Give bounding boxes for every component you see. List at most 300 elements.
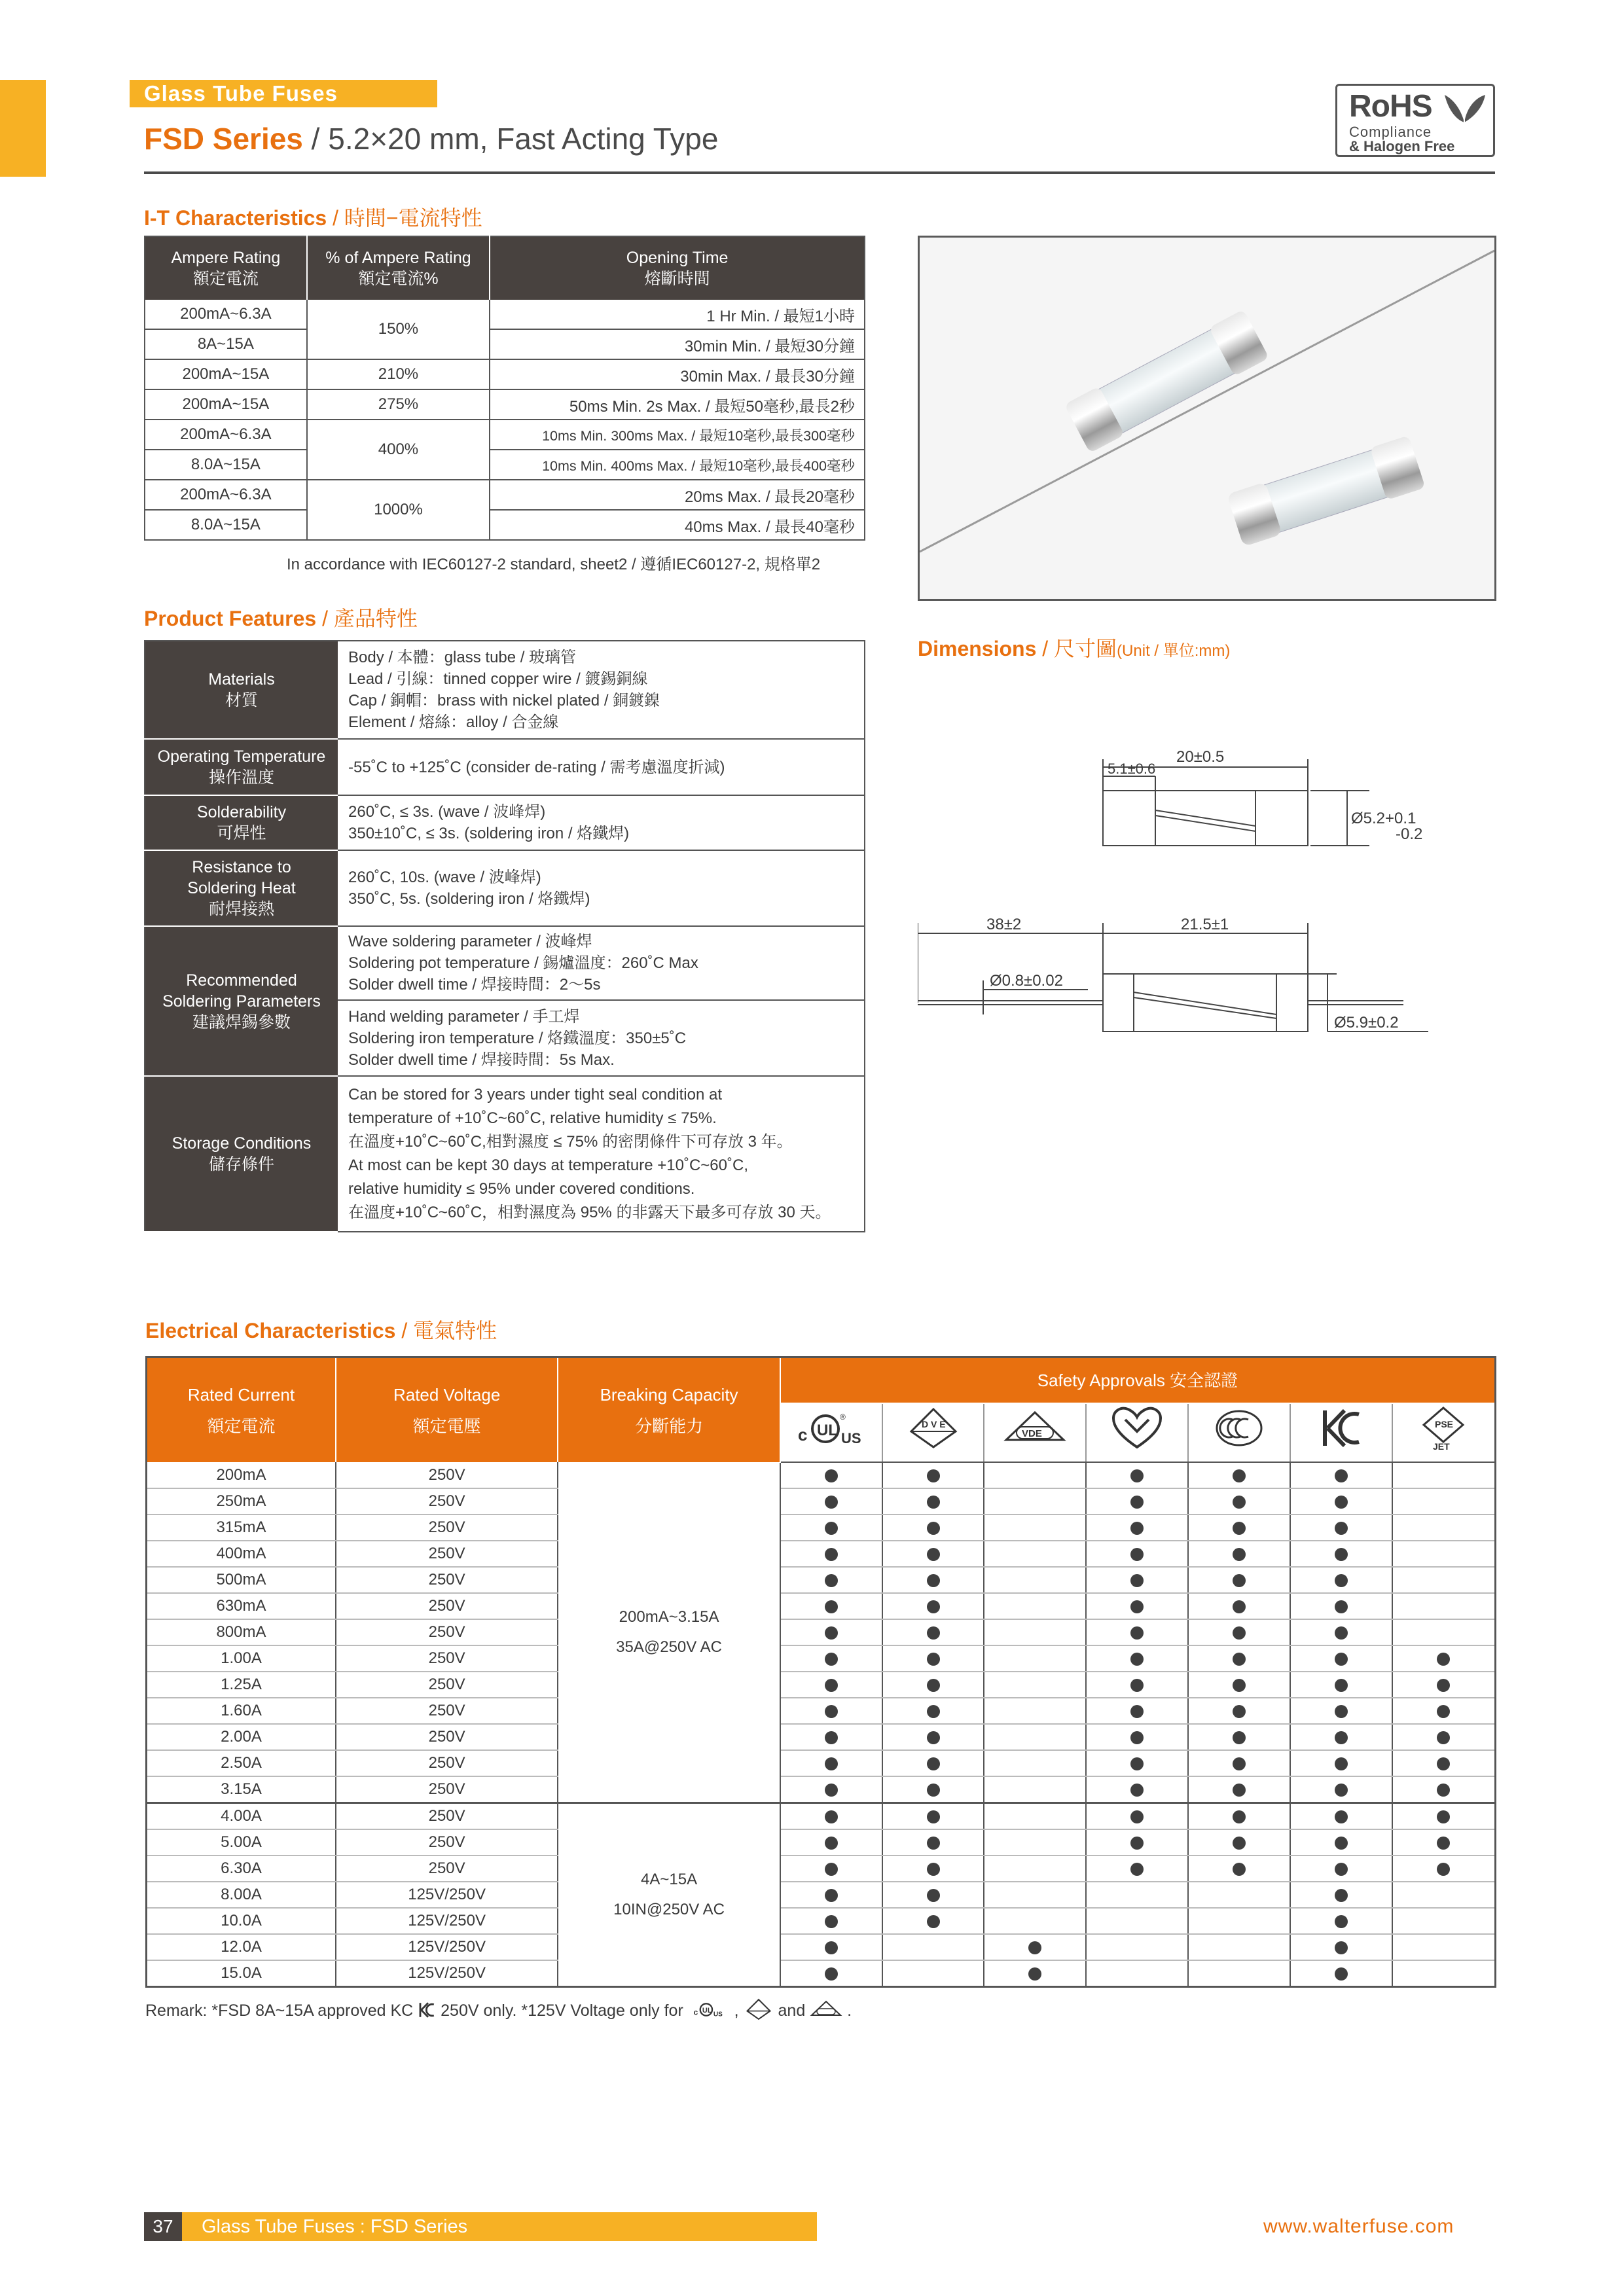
breaking-capacity-cell: 4A~15A 10IN@250V AC bbox=[558, 1803, 780, 1987]
rated-current-cell: 5.00A bbox=[147, 1829, 336, 1856]
approval-dot-icon bbox=[1130, 1522, 1144, 1535]
approval-cell bbox=[984, 1724, 1086, 1750]
approval-cell bbox=[1086, 1515, 1188, 1541]
approval-dot-icon bbox=[927, 1810, 940, 1823]
approval-cell bbox=[984, 1462, 1086, 1488]
approval-dot-icon bbox=[1130, 1837, 1144, 1850]
approval-dot-icon bbox=[825, 1967, 838, 1981]
approval-cell bbox=[1188, 1882, 1290, 1908]
approval-dot-icon bbox=[1437, 1810, 1450, 1823]
approval-cell bbox=[882, 1515, 984, 1541]
cul-us-icon bbox=[795, 1405, 867, 1451]
approval-dot-icon bbox=[1335, 1863, 1348, 1876]
approval-dot-icon bbox=[1437, 1837, 1450, 1850]
approval-cell bbox=[1188, 1908, 1290, 1934]
approval-cell bbox=[882, 1541, 984, 1567]
category-label: Glass Tube Fuses bbox=[130, 80, 437, 107]
approval-cell bbox=[1086, 1803, 1188, 1830]
approval-dot-icon bbox=[825, 1679, 838, 1692]
cell: 200mA~15A bbox=[145, 389, 307, 420]
approval-cell bbox=[882, 1776, 984, 1803]
dim-lead-length: 38±2 bbox=[986, 916, 1022, 933]
it-title-cn: / 時間−電流特性 bbox=[327, 206, 482, 230]
approval-dot-icon bbox=[1233, 1784, 1246, 1797]
table-row bbox=[147, 1882, 1496, 1908]
approval-dot-icon bbox=[1130, 1600, 1144, 1613]
approval-cell bbox=[1086, 1645, 1188, 1672]
approval-dot-icon bbox=[1335, 1626, 1348, 1640]
table-row bbox=[147, 1908, 1496, 1934]
table-row bbox=[145, 926, 865, 1000]
rated-current-cell: 6.30A bbox=[147, 1856, 336, 1882]
approval-cell bbox=[1086, 1829, 1188, 1856]
approval-cell bbox=[882, 1908, 984, 1934]
approval-cell bbox=[984, 1882, 1086, 1908]
approval-cell bbox=[780, 1776, 882, 1803]
approval-cell bbox=[780, 1856, 882, 1882]
rated-current-cell: 10.0A bbox=[147, 1908, 336, 1934]
table-row bbox=[145, 420, 865, 450]
approval-dot-icon bbox=[927, 1915, 940, 1928]
approval-cell bbox=[1086, 1593, 1188, 1619]
approval-cell bbox=[1188, 1856, 1290, 1882]
approval-dot-icon bbox=[1437, 1863, 1450, 1876]
row-label-resistance-soldering-heat: Resistance to Soldering Heat 耐焊接熱 bbox=[145, 850, 338, 926]
approval-cell bbox=[1392, 1645, 1496, 1672]
rated-voltage-cell: 250V bbox=[336, 1856, 558, 1882]
approval-dot-icon bbox=[1130, 1784, 1144, 1797]
approval-dot-icon bbox=[927, 1626, 940, 1640]
rated-current-cell: 8.00A bbox=[147, 1882, 336, 1908]
series-description: / 5.2×20 mm, Fast Acting Type bbox=[302, 122, 719, 156]
approval-cell bbox=[780, 1619, 882, 1645]
approval-cell bbox=[1290, 1672, 1392, 1698]
table-row bbox=[147, 1829, 1496, 1856]
rated-voltage-cell: 250V bbox=[336, 1593, 558, 1619]
rated-current-cell: 2.00A bbox=[147, 1724, 336, 1750]
table-row bbox=[147, 1619, 1496, 1645]
approval-cell bbox=[1290, 1724, 1392, 1750]
approval-cell bbox=[1290, 1829, 1392, 1856]
cell: 10ms Min. 300ms Max. / 最短10毫秒,最長300毫秒 bbox=[490, 420, 865, 450]
approval-dot-icon bbox=[1437, 1705, 1450, 1718]
rated-voltage-cell: 250V bbox=[336, 1619, 558, 1645]
rated-voltage-cell: 125V/250V bbox=[336, 1882, 558, 1908]
product-photo bbox=[918, 236, 1496, 601]
approval-cell bbox=[1086, 1856, 1188, 1882]
approval-dot-icon bbox=[1335, 1522, 1348, 1535]
rated-voltage-cell: 250V bbox=[336, 1724, 558, 1750]
approval-cell bbox=[1086, 1960, 1188, 1987]
approval-cell bbox=[1290, 1803, 1392, 1830]
rated-current-cell: 315mA bbox=[147, 1515, 336, 1541]
approval-dot-icon bbox=[1437, 1653, 1450, 1666]
approval-dot-icon bbox=[1437, 1784, 1450, 1797]
rated-voltage-cell: 250V bbox=[336, 1567, 558, 1593]
approval-dot-icon bbox=[1130, 1810, 1144, 1823]
ccc-icon bbox=[1213, 1405, 1265, 1451]
rohs-badge bbox=[1335, 84, 1495, 157]
cell: 200mA~6.3A bbox=[145, 480, 307, 510]
approval-dot-icon bbox=[927, 1863, 940, 1876]
approval-cell bbox=[1188, 1724, 1290, 1750]
approval-cell bbox=[1290, 1934, 1392, 1960]
approval-cell bbox=[984, 1488, 1086, 1515]
electrical-section-title bbox=[145, 1314, 497, 1344]
rated-current-cell: 2.50A bbox=[147, 1750, 336, 1776]
approval-dot-icon bbox=[927, 1548, 940, 1561]
approval-dot-icon bbox=[1233, 1574, 1246, 1587]
cell: 8.0A~15A bbox=[145, 510, 307, 540]
row-label-recommended-soldering: Recommended Soldering Parameters 建議焊錫參數 bbox=[145, 926, 338, 1076]
approval-cell bbox=[984, 1619, 1086, 1645]
table-row bbox=[147, 1750, 1496, 1776]
approval-cell bbox=[1290, 1619, 1392, 1645]
approval-dot-icon bbox=[825, 1837, 838, 1850]
approval-dot-icon bbox=[1130, 1705, 1144, 1718]
approval-cell bbox=[1392, 1567, 1496, 1593]
rated-voltage-cell: 125V/250V bbox=[336, 1908, 558, 1934]
rated-voltage-cell: 125V/250V bbox=[336, 1960, 558, 1987]
rated-voltage-cell: 250V bbox=[336, 1541, 558, 1567]
vde-icon bbox=[810, 1999, 842, 2020]
approval-cell bbox=[780, 1829, 882, 1856]
table-row bbox=[147, 1593, 1496, 1619]
approval-dot-icon bbox=[1028, 1941, 1041, 1954]
approval-cell bbox=[882, 1750, 984, 1776]
approval-cell bbox=[780, 1724, 882, 1750]
approval-cell bbox=[1290, 1882, 1392, 1908]
approval-cell bbox=[1086, 1698, 1188, 1724]
approval-dot-icon bbox=[927, 1837, 940, 1850]
approval-cell bbox=[1188, 1593, 1290, 1619]
approval-cell bbox=[882, 1567, 984, 1593]
approval-dot-icon bbox=[1335, 1889, 1348, 1902]
table-row bbox=[147, 1776, 1496, 1803]
approval-cell bbox=[1290, 1960, 1392, 1987]
rated-current-cell: 800mA bbox=[147, 1619, 336, 1645]
cell: 40ms Max. / 最長40毫秒 bbox=[490, 510, 865, 540]
rated-voltage-cell: 250V bbox=[336, 1829, 558, 1856]
dim-diameter-tolerance: -0.2 bbox=[1396, 825, 1423, 843]
approval-cell bbox=[1290, 1593, 1392, 1619]
approval-dot-icon bbox=[1130, 1469, 1144, 1482]
approval-cell bbox=[1188, 1750, 1290, 1776]
vde-icon bbox=[1002, 1408, 1068, 1448]
approval-dot-icon bbox=[1335, 1574, 1348, 1587]
cell: 200mA~6.3A bbox=[145, 300, 307, 329]
approval-cell bbox=[780, 1541, 882, 1567]
approval-cell bbox=[1086, 1750, 1188, 1776]
header-divider bbox=[144, 171, 1495, 174]
approval-dot-icon bbox=[1335, 1967, 1348, 1981]
approval-dot-icon bbox=[825, 1600, 838, 1613]
product-features-table bbox=[144, 640, 865, 1232]
approval-cell bbox=[984, 1672, 1086, 1698]
operating-temperature-value: -55˚C to +125˚C (consider de-rating / 需考慮溫度折減) bbox=[338, 739, 865, 795]
approval-cell bbox=[1392, 1882, 1496, 1908]
rated-current-cell: 500mA bbox=[147, 1567, 336, 1593]
rated-current-cell: 3.15A bbox=[147, 1776, 336, 1803]
it-characteristics-table bbox=[144, 236, 865, 541]
svg-text:c: c bbox=[693, 2007, 698, 2017]
approval-dot-icon bbox=[1130, 1731, 1144, 1744]
approval-cell bbox=[1188, 1672, 1290, 1698]
approval-dot-icon bbox=[1130, 1863, 1144, 1876]
fuse-photo-illustration bbox=[920, 238, 1494, 599]
approval-dot-icon bbox=[1233, 1679, 1246, 1692]
cell: 50ms Min. 2s Max. / 最短50毫秒,最長2秒 bbox=[490, 389, 865, 420]
approval-cell bbox=[984, 1960, 1086, 1987]
approval-cell bbox=[882, 1462, 984, 1488]
approval-cell bbox=[882, 1645, 984, 1672]
approval-cell bbox=[1188, 1776, 1290, 1803]
approval-dot-icon bbox=[1233, 1705, 1246, 1718]
approval-dot-icon bbox=[1437, 1679, 1450, 1692]
kc-icon bbox=[1318, 1405, 1364, 1451]
approval-dot-icon bbox=[825, 1731, 838, 1744]
table-row bbox=[147, 1567, 1496, 1593]
storage-conditions-value: Can be stored for 3 years under tight seal condition at temperature of +10˚C~60˚C, relative humidity ≤ 75%. 在溫度+10˚C~60˚C,相對濕度 ≤ 75% 的密閉條件下可存放 3 年。 At most can be kept 30 days at temperature +10˚C~60˚C, relative humidity ≤ 95% under covered conditions. 在溫度+10˚C~60˚C，相對濕度為 95% 的非露天下最多可存放 30 天。 bbox=[338, 1076, 865, 1232]
approval-cell bbox=[882, 1934, 984, 1960]
approval-cell bbox=[780, 1960, 882, 1987]
approval-cell bbox=[882, 1619, 984, 1645]
cell: 150% bbox=[307, 300, 490, 359]
table-row bbox=[145, 480, 865, 510]
table-row bbox=[147, 1488, 1496, 1515]
approval-cell bbox=[1290, 1908, 1392, 1934]
approval-cell bbox=[780, 1567, 882, 1593]
table-row bbox=[147, 1803, 1496, 1830]
approval-cell bbox=[1392, 1724, 1496, 1750]
col-rated-voltage: Rated Voltage 額定電壓 bbox=[336, 1357, 558, 1463]
approval-dot-icon bbox=[1233, 1837, 1246, 1850]
dim-cap: 5.1±0.6 bbox=[1108, 761, 1156, 777]
cul-us-logo bbox=[780, 1403, 882, 1462]
approval-cell bbox=[1188, 1541, 1290, 1567]
table-row bbox=[145, 510, 865, 540]
approval-dot-icon bbox=[927, 1889, 940, 1902]
approval-cell bbox=[984, 1567, 1086, 1593]
table-row bbox=[145, 450, 865, 480]
approval-dot-icon bbox=[1335, 1548, 1348, 1561]
dve-icon bbox=[744, 1998, 774, 2021]
approval-cell bbox=[1392, 1488, 1496, 1515]
approval-dot-icon bbox=[1028, 1967, 1041, 1981]
hand-welding-value: Hand welding parameter / 手工焊 Soldering iron temperature / 烙鐵溫度：350±5˚C Solder dwell time / 焊接時間：5s Max. bbox=[338, 1000, 865, 1076]
cell: 30min Max. / 最長30分鐘 bbox=[490, 359, 865, 389]
electrical-title-en: Electrical Characteristics bbox=[145, 1319, 396, 1342]
rated-current-cell: 4.00A bbox=[147, 1803, 336, 1830]
approval-cell bbox=[1392, 1619, 1496, 1645]
approval-dot-icon bbox=[825, 1574, 838, 1587]
table-row bbox=[147, 1515, 1496, 1541]
col-safety-approvals: Safety Approvals 安全認證 bbox=[780, 1357, 1496, 1404]
approval-dot-icon bbox=[1335, 1469, 1348, 1482]
table-row bbox=[145, 359, 865, 389]
cell: 200mA~15A bbox=[145, 359, 307, 389]
col-rated-current: Rated Current 額定電流 bbox=[147, 1357, 336, 1463]
approval-cell bbox=[1290, 1567, 1392, 1593]
svg-text:US: US bbox=[713, 2011, 723, 2018]
col-ampere-rating: Ampere Rating 額定電流 bbox=[145, 236, 307, 300]
approval-dot-icon bbox=[1335, 1915, 1348, 1928]
remark-text: and bbox=[778, 2001, 810, 2020]
features-section-title bbox=[144, 602, 418, 632]
approval-dot-icon bbox=[1130, 1757, 1144, 1770]
approval-cell bbox=[1188, 1462, 1290, 1488]
rated-voltage-cell: 250V bbox=[336, 1515, 558, 1541]
table-row bbox=[147, 1645, 1496, 1672]
rated-voltage-cell: 250V bbox=[336, 1698, 558, 1724]
approval-cell bbox=[882, 1698, 984, 1724]
approval-cell bbox=[984, 1856, 1086, 1882]
approval-cell bbox=[984, 1593, 1086, 1619]
dimensions-title-cn: / 尺寸圖 bbox=[1036, 637, 1117, 660]
approval-cell bbox=[1188, 1960, 1290, 1987]
footer-url[interactable]: www.walterfuse.com bbox=[1263, 2215, 1454, 2237]
approval-cell bbox=[780, 1645, 882, 1672]
approval-cell bbox=[1392, 1908, 1496, 1934]
footer-title: Glass Tube Fuses : FSD Series bbox=[202, 2216, 468, 2237]
approval-dot-icon bbox=[927, 1574, 940, 1587]
features-title-cn: / 產品特性 bbox=[316, 607, 418, 630]
approval-dot-icon bbox=[1335, 1810, 1348, 1823]
approval-cell bbox=[984, 1645, 1086, 1672]
dimensions-section-title bbox=[918, 632, 1230, 662]
approval-dot-icon bbox=[927, 1653, 940, 1666]
approval-cell bbox=[882, 1882, 984, 1908]
table-row bbox=[147, 1698, 1496, 1724]
table-row bbox=[147, 1856, 1496, 1882]
approval-dot-icon bbox=[927, 1731, 940, 1744]
table-row bbox=[145, 329, 865, 359]
approval-cell bbox=[1392, 1776, 1496, 1803]
cell: 400% bbox=[307, 420, 490, 480]
svg-text:JET: JET bbox=[1433, 1441, 1450, 1451]
approval-cell bbox=[1290, 1515, 1392, 1541]
table-row bbox=[145, 641, 865, 739]
table-row bbox=[145, 739, 865, 795]
approval-dot-icon bbox=[825, 1548, 838, 1561]
cell: 275% bbox=[307, 389, 490, 420]
approval-cell bbox=[1290, 1645, 1392, 1672]
leaf-icon bbox=[1442, 91, 1488, 125]
approval-dot-icon bbox=[825, 1522, 838, 1535]
approval-cell bbox=[984, 1934, 1086, 1960]
ccc-heart-logo bbox=[1086, 1403, 1188, 1462]
approval-dot-icon bbox=[1233, 1810, 1246, 1823]
approval-cell bbox=[1392, 1462, 1496, 1488]
side-tab-marker bbox=[0, 80, 46, 177]
approval-cell bbox=[780, 1934, 882, 1960]
rated-current-cell: 630mA bbox=[147, 1593, 336, 1619]
approval-cell bbox=[882, 1593, 984, 1619]
pse-jet-logo bbox=[1392, 1403, 1496, 1462]
approval-cell bbox=[1290, 1856, 1392, 1882]
svg-text:PSE: PSE bbox=[1435, 1418, 1454, 1429]
approval-dot-icon bbox=[1233, 1522, 1246, 1535]
approval-cell bbox=[1188, 1515, 1290, 1541]
remark-text: Remark: *FSD 8A~15A approved KC bbox=[145, 2001, 418, 2020]
approval-cell bbox=[1392, 1593, 1496, 1619]
approval-cell bbox=[1392, 1698, 1496, 1724]
it-standard-note: In accordance with IEC60127-2 standard, sheet2 / 遵循IEC60127-2, 規格單2 bbox=[287, 556, 821, 573]
approval-cell bbox=[1086, 1776, 1188, 1803]
approval-cell bbox=[780, 1908, 882, 1934]
row-label-operating-temperature: Operating Temperature 操作溫度 bbox=[145, 739, 338, 795]
approval-cell bbox=[1290, 1698, 1392, 1724]
page-title bbox=[144, 119, 718, 158]
approval-dot-icon bbox=[1233, 1469, 1246, 1482]
table-row bbox=[145, 795, 865, 850]
rated-voltage-cell: 125V/250V bbox=[336, 1934, 558, 1960]
approval-dot-icon bbox=[1233, 1496, 1246, 1509]
approval-cell bbox=[780, 1488, 882, 1515]
approval-cell bbox=[1392, 1672, 1496, 1698]
cell: 20ms Max. / 最長20毫秒 bbox=[490, 480, 865, 510]
ccc-logo bbox=[1188, 1403, 1290, 1462]
approval-cell bbox=[1086, 1488, 1188, 1515]
approval-dot-icon bbox=[1335, 1757, 1348, 1770]
table-row bbox=[147, 1934, 1496, 1960]
approval-cell bbox=[1392, 1515, 1496, 1541]
approval-dot-icon bbox=[1130, 1653, 1144, 1666]
approval-cell bbox=[1290, 1541, 1392, 1567]
wave-soldering-value: Wave soldering parameter / 波峰焊 Soldering pot temperature / 錫爐溫度：260˚C Max Solder dwell time / 焊接時間：2～5s bbox=[338, 926, 865, 1000]
svg-text:VDE: VDE bbox=[1022, 1427, 1043, 1439]
approval-cell bbox=[1086, 1882, 1188, 1908]
approval-dot-icon bbox=[825, 1784, 838, 1797]
heart-mark-icon bbox=[1111, 1405, 1163, 1451]
cell: 210% bbox=[307, 359, 490, 389]
cul-us-icon bbox=[688, 1999, 730, 2020]
approval-cell bbox=[1086, 1462, 1188, 1488]
approval-dot-icon bbox=[1233, 1548, 1246, 1561]
approval-cell bbox=[1086, 1908, 1188, 1934]
approval-dot-icon bbox=[825, 1496, 838, 1509]
approval-cell bbox=[882, 1803, 984, 1830]
approval-cell bbox=[984, 1541, 1086, 1567]
approval-cell bbox=[984, 1803, 1086, 1830]
approval-dot-icon bbox=[927, 1600, 940, 1613]
approval-dot-icon bbox=[1130, 1496, 1144, 1509]
approval-dot-icon bbox=[1335, 1731, 1348, 1744]
rated-current-cell: 250mA bbox=[147, 1488, 336, 1515]
cell: 1000% bbox=[307, 480, 490, 540]
approval-cell bbox=[1188, 1698, 1290, 1724]
table-row bbox=[147, 1672, 1496, 1698]
row-label-storage-conditions: Storage Conditions 儲存條件 bbox=[145, 1076, 338, 1232]
approval-cell bbox=[780, 1750, 882, 1776]
row-label-materials: Materials 材質 bbox=[145, 641, 338, 739]
rated-voltage-cell: 250V bbox=[336, 1776, 558, 1803]
table-row bbox=[147, 1541, 1496, 1567]
approval-cell bbox=[1392, 1541, 1496, 1567]
electrical-title-cn: / 電氣特性 bbox=[395, 1319, 497, 1342]
approval-dot-icon bbox=[927, 1679, 940, 1692]
approval-dot-icon bbox=[1335, 1496, 1348, 1509]
approval-cell bbox=[780, 1882, 882, 1908]
approval-dot-icon bbox=[825, 1941, 838, 1954]
series-name: FSD Series bbox=[144, 122, 303, 156]
approval-dot-icon bbox=[927, 1784, 940, 1797]
approval-cell bbox=[1392, 1960, 1496, 1987]
table-row bbox=[145, 1076, 865, 1232]
approval-dot-icon bbox=[825, 1863, 838, 1876]
approval-cell bbox=[1290, 1750, 1392, 1776]
approval-dot-icon bbox=[825, 1705, 838, 1718]
